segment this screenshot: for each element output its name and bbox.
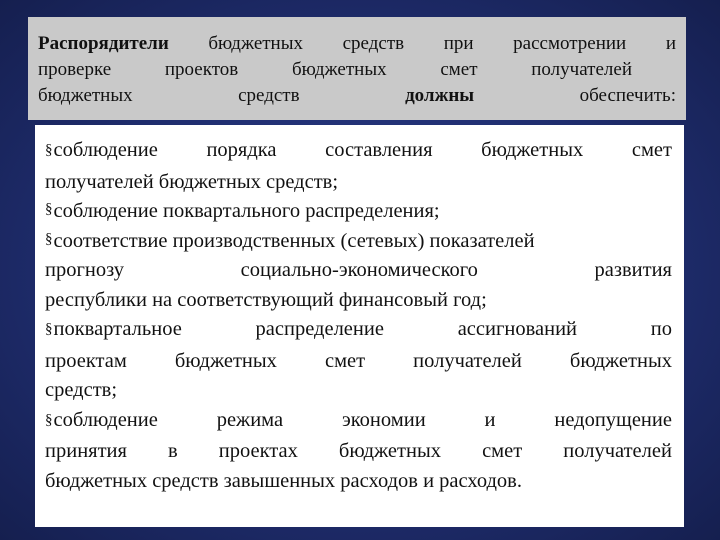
body-text: соблюдение поквартального распределения; bbox=[53, 200, 440, 222]
body-line-2 bbox=[45, 168, 672, 198]
bullet-icon: § bbox=[45, 230, 53, 247]
body-word: §соблюдение bbox=[45, 136, 158, 168]
body-word: составления bbox=[325, 139, 433, 161]
body-text: соответствие производственных (сетевых) показателей bbox=[53, 229, 535, 252]
body-word: бюджетных bbox=[338, 440, 441, 462]
header-word: получателей bbox=[531, 59, 632, 80]
header-word: Распорядители bbox=[38, 33, 169, 54]
header-word: средств bbox=[238, 85, 300, 106]
body-word: развития bbox=[594, 259, 672, 281]
body-word: смет bbox=[482, 440, 523, 462]
bullet-icon: § bbox=[45, 142, 53, 158]
body-word: получателей bbox=[563, 440, 672, 462]
body-word: бюджетных bbox=[174, 349, 277, 372]
body-line-3 bbox=[45, 197, 672, 227]
header-word: смет bbox=[440, 59, 478, 80]
body-word: социально-экономического bbox=[240, 259, 478, 281]
header-word: бюджетных bbox=[291, 59, 387, 80]
body-text: средств; bbox=[45, 379, 118, 401]
body-word: и bbox=[484, 408, 496, 431]
body-word: распределение bbox=[255, 318, 384, 340]
header-word: обеспечить: bbox=[579, 85, 676, 106]
body-line-5 bbox=[45, 256, 672, 286]
body-line-12 bbox=[45, 467, 672, 497]
body-word: принятия bbox=[45, 440, 127, 462]
header-line-1 bbox=[38, 31, 676, 57]
body-word: бюджетных bbox=[569, 349, 672, 372]
body-word: получателей bbox=[413, 349, 522, 372]
body-word: §поквартальное bbox=[45, 315, 182, 347]
content-box bbox=[35, 125, 684, 527]
body-word: порядка bbox=[206, 139, 277, 161]
body-word: экономии bbox=[341, 408, 426, 431]
header-word: рассмотрении bbox=[513, 33, 627, 54]
header-word: средств bbox=[342, 33, 405, 54]
header-box bbox=[28, 17, 686, 120]
bullet-icon: § bbox=[45, 201, 53, 217]
header-word: бюджетных bbox=[38, 85, 133, 106]
body-line-7 bbox=[45, 315, 672, 347]
body-line-6 bbox=[45, 286, 672, 316]
body-word: недопущение bbox=[554, 408, 672, 431]
header-word: должны bbox=[405, 85, 475, 106]
body-word: проектах bbox=[218, 440, 298, 462]
body-word: режима bbox=[216, 408, 284, 431]
body-word: бюджетных bbox=[481, 139, 584, 161]
bullet-icon: § bbox=[45, 411, 53, 428]
header-word: при bbox=[443, 33, 474, 54]
body-text: бюджетных средств завышенных расходов и расходов. bbox=[45, 469, 522, 492]
body-word: смет bbox=[631, 139, 672, 161]
body-word: смет bbox=[324, 349, 366, 372]
header-word: проектов bbox=[164, 59, 239, 80]
body-word: по bbox=[650, 318, 672, 340]
header-word: бюджетных bbox=[208, 33, 303, 54]
body-line-4 bbox=[45, 227, 672, 257]
body-word: проектам bbox=[45, 349, 127, 372]
body-word: ассигнований bbox=[457, 318, 578, 340]
body-line-11 bbox=[45, 437, 672, 467]
body-line-10 bbox=[45, 406, 672, 438]
body-word: §соблюдение bbox=[45, 406, 158, 438]
body-word: прогнозу bbox=[45, 259, 125, 281]
body-text: республики на соответствующий финансовый год; bbox=[45, 288, 487, 311]
body-line-9 bbox=[45, 376, 672, 406]
header-line-2 bbox=[38, 57, 676, 83]
header-word: проверке bbox=[38, 59, 112, 80]
body-text: получателей бюджетных средств; bbox=[45, 170, 339, 193]
header-word: и bbox=[665, 33, 676, 54]
bullet-icon: § bbox=[45, 321, 53, 337]
header-line-3 bbox=[38, 83, 676, 109]
body-line-1 bbox=[45, 136, 672, 168]
body-word: в bbox=[168, 440, 178, 462]
body-line-8 bbox=[45, 347, 672, 377]
